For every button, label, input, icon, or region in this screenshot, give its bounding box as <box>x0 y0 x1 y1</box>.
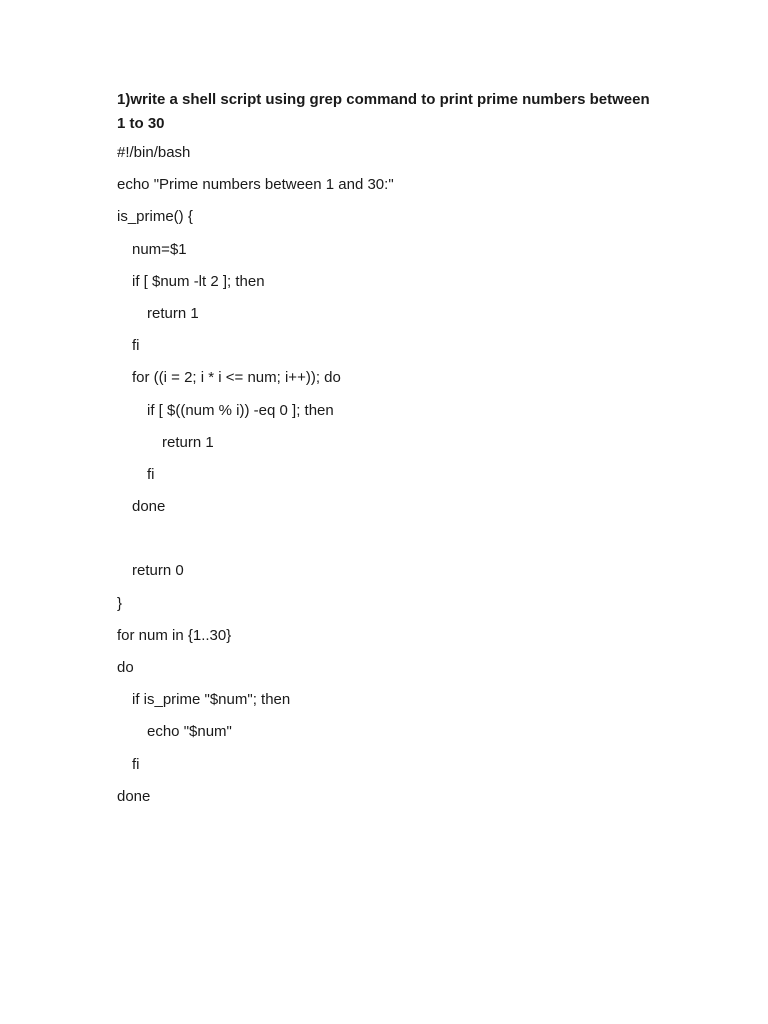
code-line: done <box>132 498 166 516</box>
script-body <box>117 142 394 818</box>
code-line: fi <box>147 465 155 483</box>
code-line: echo "$num" <box>147 723 232 741</box>
code-line: fi <box>132 755 140 773</box>
code-line: for ((i = 2; i * i <= num; i++)); do <box>132 369 341 387</box>
blank-line <box>117 528 394 560</box>
question-heading: 1)write a shell script using grep command to print prime numbers between 1 to 30 <box>117 91 650 132</box>
code-line: #!/bin/bash <box>117 144 191 161</box>
code-line: num=$1 <box>132 240 187 258</box>
code-line: for num in {1..30} <box>117 626 232 644</box>
code-line: return 0 <box>132 562 184 580</box>
code-line: return 1 <box>162 433 214 451</box>
code-line: if is_prime "$num"; then <box>132 691 291 709</box>
code-line: fi <box>132 337 140 355</box>
code-line: } <box>117 594 123 612</box>
code-line: if [ $((num % i)) -eq 0 ]; then <box>147 401 334 419</box>
code-line: echo "Prime numbers between 1 and 30:" <box>117 176 394 194</box>
code-line: if [ $num -lt 2 ]; then <box>132 272 265 290</box>
code-line: do <box>117 659 134 676</box>
code-line: is_prime() { <box>117 208 193 226</box>
code-line: done <box>117 787 151 805</box>
code-line: return 1 <box>147 304 199 322</box>
